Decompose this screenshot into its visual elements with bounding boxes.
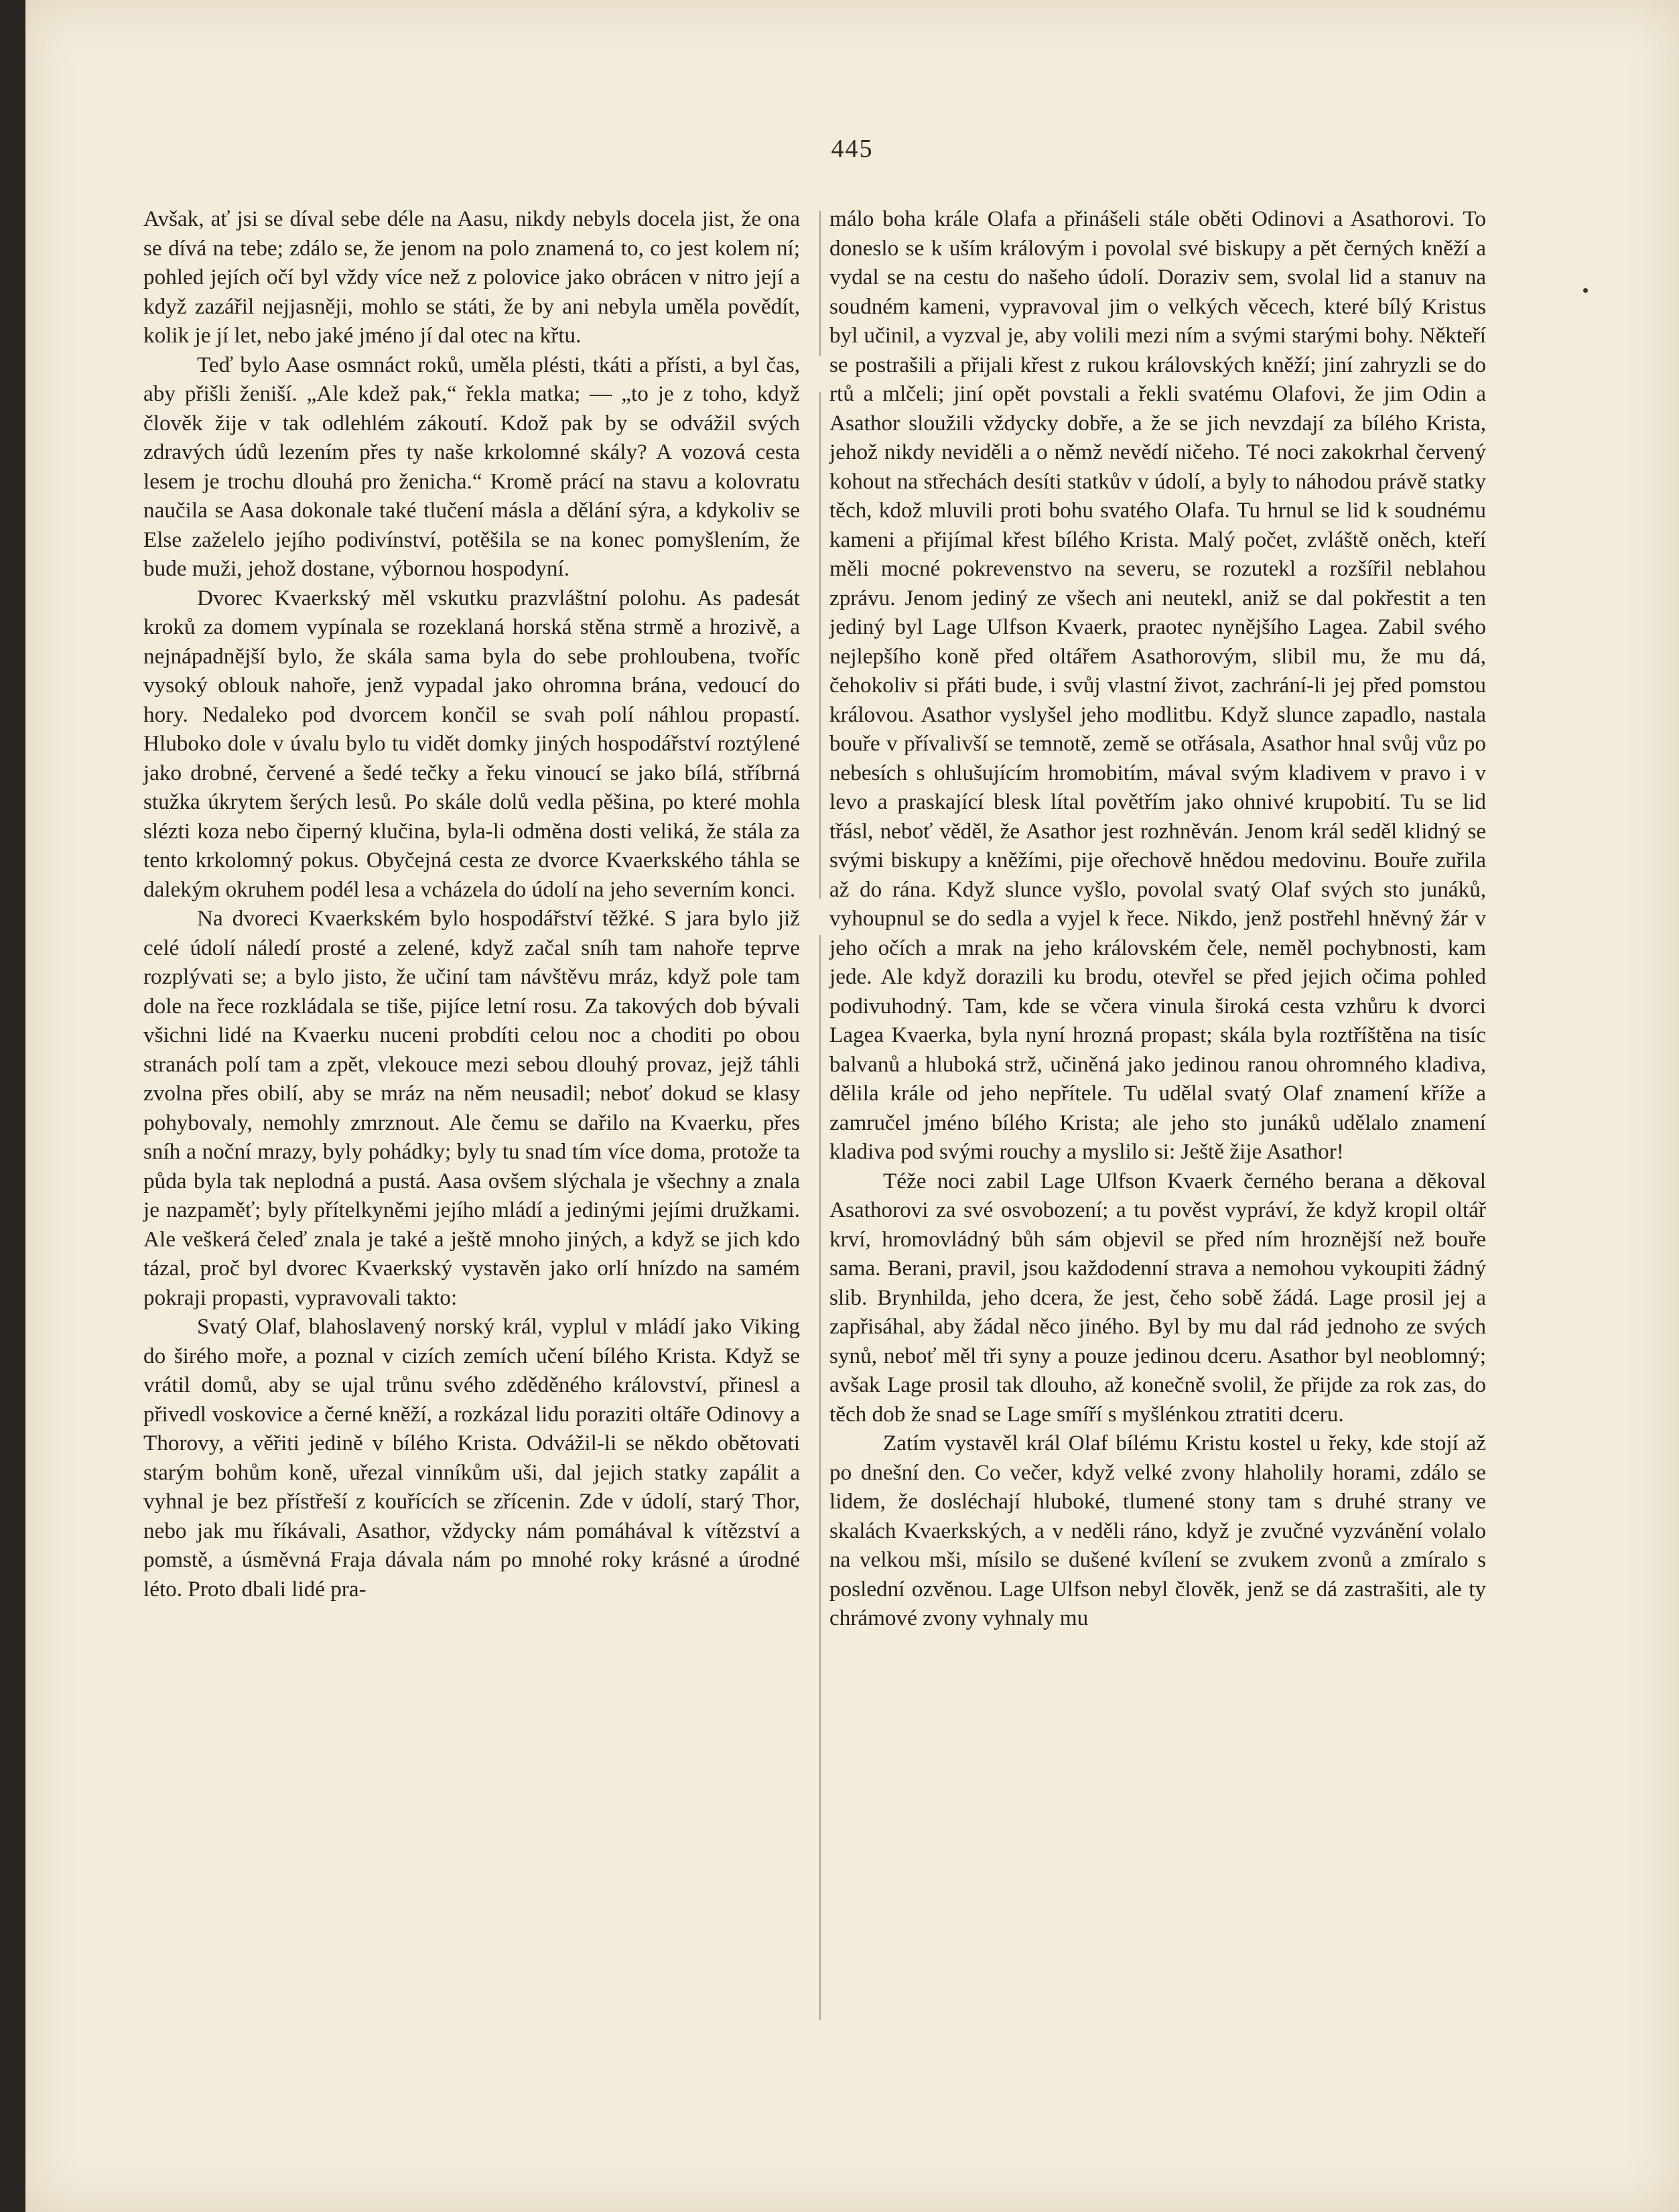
paragraph: Avšak, ať jsi se díval sebe déle na Aasu, nikdy nebyls docela jist, že ona se dívá na tebe; zdálo se, že jenom na polo znamená to, co jest kolem ní; pohled jejích očí byl vždy více než z polovice jako obrácen v nitro její a když zazářil nejjasněji, mohlo se státi, že by ani nebyla uměla povědít, kolik je jí let, nebo jaké jméno jí dal otec na křtu. [143, 206, 800, 348]
right-column [829, 204, 1486, 1633]
paragraph: málo boha krále Olafa a přinášeli stále oběti Odinovi a Asathorovi. To doneslo se k uším královým i povolal své biskupy a pět černých kněží a vydal se na cestu do našeho údolí. Doraziv sem, svolal lid a stanuv na soudném kameni, vypravoval jim o velkých věcech, které bílý Kristus byl učinil, a vyzval je, aby volili mezi ním a svými starými bohy. Někteří se postrašili a přijali křest z rukou královských kněží; jiní zahryzli se do rtů a mlčeli; jiní opět povstali a řekli svatému Olafovi, že jim Odin a Asathor sloužili vždycky dobře, a že se jich nevzdají za bílého Krista, jehož nikdy neviděli a o němž nevědí ničeho. Té noci zakokrhal červený kohout na střechách desíti statkův v údolí, a byly to náhodou právě statky těch, kdož mluvili proti bohu svatého Olafa. Tu hrnul se lid k soudnému kameni a přijímal křest bílého Krista. Malý počet, zvláště oněch, kteří měli mocné pokrevenstvo na severu, se rozutekl a rozšířil neblahou zprávu. Jenom jediný ze všech ani neutekl, aniž se dal pokřestit a ten jediný byl Lage Ulfson Kvaerk, praotec nynějšího Lagea. Zabil svého nejlepšího koně před oltářem Asathorovým, slibil mu, že mu dá, čehokoliv si přáti bude, i svůj vlastní život, zachrání-li jej před pomstou královou. Asathor vyslyšel jeho modlitbu. Když slunce zapadlo, nastala bouře v přívalivší se temnotě, země se otřásala, Asathor hnal svůj vůz po nebesích s ohlušujícím hromobitím, mával svým kladivem v pravo i v levo a praskající blesk lítal povětřím jako ohnivé krupobití. Tu se lid třásl, neboť věděl, že Asathor jest rozhněván. Jenom král seděl klidný se svými biskupy a kněžími, pije ořechově hnědou medovinu. Bouře zuřila až do rána. Když slunce vyšlo, povolal svatý Olaf svých sto junáků, vyhoupnul se do sedla a vyjel k řece. Nikdo, jenž postřehl hněvný žár v jeho očích a mrak na jeho královském čele, neměl pochybnosti, kam jede. Ale když dorazili ku brodu, otevřel se před jejich očima pohled podivuhodný. Tam, kde se včera vinula široká cesta vzhůru k dvorci Lagea Kvaerka, byla nyní hrozná propast; skála byla roztříštěna na tisíc balvanů a hluboká strž, učiněná jako jedinou ranou ohromného kladiva, dělila krále od jeho nepřítele. Tu udělal svatý Olaf znamení kříže a zamručel jméno bílého Krista; ale jeho sto junáků udělalo znamení kladiva pod svými rouchy a myslilo si: Ještě žije Asathor! [829, 206, 1486, 1164]
page-number: 445 [831, 135, 874, 163]
paragraph: Teď bylo Aase osmnáct roků, uměla plésti, tkáti a přísti, a byl čas, aby přišli ženiší. „Ale kdež pak,“ řekla matka; — „to je z toho, když člověk žije v tak odlehlém zákoutí. Kdož pak by se odvážil svých zdravých údů lezením přes ty naše krkolomné skály? A vozová cesta lesem je trochu dlouhá pro ženicha.“ Kromě prácí na stavu a kolovratu naučila se Aasa dokonale také tlučení másla a dělání sýra, a kdykoliv se Else zaželelo jejího podivínství, potěšila se na konec pomyšlením, že bude muži, jehož dostane, výbornou hospodyní. [143, 352, 800, 581]
left-column [143, 204, 800, 1604]
paragraph: Dvorec Kvaerkský měl vskutku prazvláštní polohu. As padesát kroků za domem vypínala se rozeklaná horská stěna strmě a hrozivě, a nejnápadnější bylo, že skála sama byla do sebe prohloubena, tvoříc vysoký oblouk nahoře, jenž vypadal jako ohromna brána, vedoucí do hory. Nedaleko pod dvorcem končil se svah polí náhlou propastí. Hluboko dole v úvalu bylo tu vidět domky jiných hospodářství roztýlené jako drobné, červené a šedé tečky a řeku vinoucí se jako bílá, stříbrná stužka úkrytem šerých lesů. Po skále dolů vedla pěšina, po které mohla slézti koza nebo čiperný klučina, byla-li odměna dosti veliká, že stála za tento krkolomný pokus. Obyčejná cesta ze dvorce Kvaerkského táhla se dalekým okruhem podél lesa a vcházela do údolí na jeho severním konci. [143, 585, 800, 902]
paragraph: Téže noci zabil Lage Ulfson Kvaerk černého berana a děkoval Asathorovi za své osvobození; a tu pověst vypráví, že když kropil oltář krví, hromovládný bůh sám objevil se před ním hroznější než bouře sama. Berani, pravil, jsou každodenní strava a nemohou vykoupiti žádný slib. Brynhilda, jeho dcera, že jest, čeho sobě žádá. Lage prosil jej a zapřisáhal, aby žádal něco jiného. Byl by mu dal rád jednoho ze svých synů, neboť měl tři syny a pouze jedinou dceru. Asathor byl neoblomný; avšak Lage prosil tak dlouho, až konečně svolil, že přijde za rok zas, do těch dob že snad se Lage smíří s myšlénkou ztratiti dceru. [829, 1168, 1486, 1427]
paragraph: Na dvoreci Kvaerkském bylo hospodářství těžké. S jara bylo již celé údolí náledí prosté a zelené, když začal sníh tam nahoře teprve rozplývati se; a bylo jisto, že učiní tam návštěvu mráz, když pole tam dole na řece rozkládala se tiše, pijíce letní rosu. Za takových dob bývali všichni lidé na Kvaerku nuceni probdíti celou noc a choditi po obou stranách polí tam a zpět, vlekouce mezi sebou dlouhý provaz, jejž táhli zvolna přes obilí, aby se mráz na něm neusadil; neboť dokud se klasy pohybovaly, nemohly zmrznout. Ale čemu se dařilo na Kvaerku, přes sníh a noční mrazy, byly pohádky; byly tu snad tím více doma, protože ta půda byla tak neplodná a pustá. Aasa ovšem slýchala je všechny a znala je nazpaměť; byly přítelkyněmi jejího mládí a jedinými jejími družkami. Ale veškerá čeleď znala je také a ještě mnoho jiných, a když se jich kdo tázal, proč byl dvorec Kvaerkský vystavěn jako orlí hnízdo na samém pokraji propasti, vypravovali takto: [143, 906, 800, 1310]
paragraph: Zatím vystavěl král Olaf bílému Kristu kostel u řeky, kde stojí až po dnešní den. Co večer, když velké zvony hlaholily horami, zdálo se lidem, že dosléchají hluboké, tlumené stony tam s druhé strany ve skalách Kvaerkských, a v neděli ráno, když je zvučné vyzvánění volalo na velkou mši, mísilo se dušené kvílení se zvukem zvonů a zmíralo s poslední ozvěnou. Lage Ulfson nebyl člověk, jenž se dá zastrašiti, ale ty chrámové zvony vyhnaly mu [829, 1431, 1486, 1630]
ink-speck [1583, 288, 1588, 293]
scanned-page [25, 0, 1679, 2212]
column-divider [819, 211, 821, 2020]
paragraph: Svatý Olaf, blahoslavený norský král, vyplul v mládí jako Viking do širého moře, a poznal v cizích zemích učení bílého Krista. Když se vrátil domů, aby se ujal trůnu svého zděděného království, přinesl a přivedl voskovice a černé kněží, a rozkázal lidu poraziti oltáře Odinovy a Thorovy, a věřiti jedině v bílého Krista. Odvážil-li se někdo obětovati starým bohům koně, uřezal vinníkům uši, dal jejich statky zapálit a vyhnal je bez přístřeší z kouřících se zřícenin. Zde v údolí, starý Thor, nebo jak mu říkávali, Asathor, vždycky nám pomáhával k vítězství a pomstě, a úsměvná Fraja dávala nám po mnohé roky krásné a úrodné léto. Proto dbali lidé pra- [143, 1314, 800, 1602]
